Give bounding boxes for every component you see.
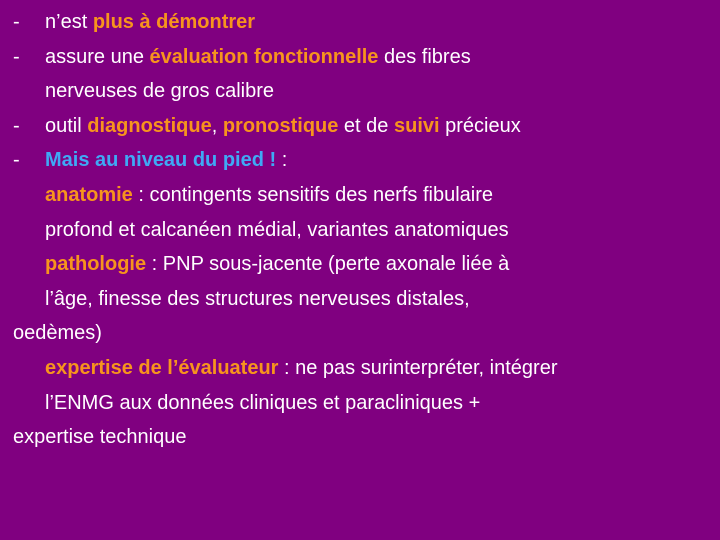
line-text	[45, 114, 521, 138]
highlighted-term: suivi	[393, 114, 440, 137]
line-text	[45, 148, 287, 172]
text-segment: des fibres	[378, 45, 471, 68]
highlighted-term: pathologie	[45, 253, 147, 276]
highlighted-term: diagnostique	[87, 114, 212, 137]
text-segment: précieux	[439, 114, 521, 137]
text-line	[0, 10, 720, 34]
highlighted-term: évaluation fonctionnelle	[149, 45, 379, 68]
text-line	[0, 218, 720, 242]
text-segment: profond et calcanéen médial, variantes anatomiques	[45, 218, 509, 241]
text-line	[0, 79, 720, 103]
highlighted-term: plus à démontrer	[92, 11, 256, 33]
text-line	[0, 425, 720, 449]
text-segment: oedèmes)	[13, 322, 102, 345]
bullet-dash: -	[13, 11, 20, 33]
line-text	[13, 425, 186, 449]
text-segment: nerveuses de gros calibre	[45, 80, 275, 103]
text-segment: expertise technique	[13, 426, 187, 449]
line-text	[13, 321, 102, 345]
text-segment: : contingents sensitifs des nerfs fibulaire	[132, 184, 493, 206]
text-segment: et de	[338, 114, 394, 137]
text-segment: ,	[211, 114, 223, 137]
text-segment: : PNP sous-jacente (perte axonale liée à	[146, 253, 510, 276]
text-line	[0, 45, 720, 69]
line-text	[45, 391, 480, 415]
line-text	[45, 183, 493, 207]
text-segment: assure une	[45, 45, 150, 68]
line-text	[45, 356, 558, 380]
bullet-dash: -	[13, 114, 20, 137]
highlighted-term: expertise de l’évaluateur	[45, 357, 279, 379]
bullet-dash: -	[13, 45, 20, 68]
highlighted-term: pronostique	[222, 114, 339, 137]
line-text	[45, 45, 471, 69]
line-text	[45, 252, 509, 276]
line-text	[45, 287, 470, 311]
text-line	[0, 287, 720, 311]
text-line	[0, 114, 720, 138]
text-segment: l’ENMG aux données cliniques et paracliniques +	[45, 391, 481, 414]
text-line	[0, 252, 720, 276]
text-segment: outil	[45, 114, 88, 137]
text-line	[0, 183, 720, 207]
line-text	[45, 218, 509, 242]
text-line	[0, 391, 720, 415]
text-line	[0, 148, 720, 172]
text-segment: l’âge, finesse des structures nerveuses distales,	[45, 287, 470, 310]
text-segment: : ne pas surinterpréter, intégrer	[278, 357, 558, 379]
highlighted-term: anatomie	[45, 184, 133, 206]
line-text	[45, 10, 255, 34]
text-line	[0, 356, 720, 380]
text-segment: n’est	[45, 11, 93, 33]
text-line	[0, 321, 720, 345]
highlighted-term: Mais au niveau du pied !	[45, 149, 277, 172]
text-segment: :	[276, 149, 288, 172]
bullet-dash: -	[13, 149, 20, 172]
line-text	[45, 79, 274, 103]
